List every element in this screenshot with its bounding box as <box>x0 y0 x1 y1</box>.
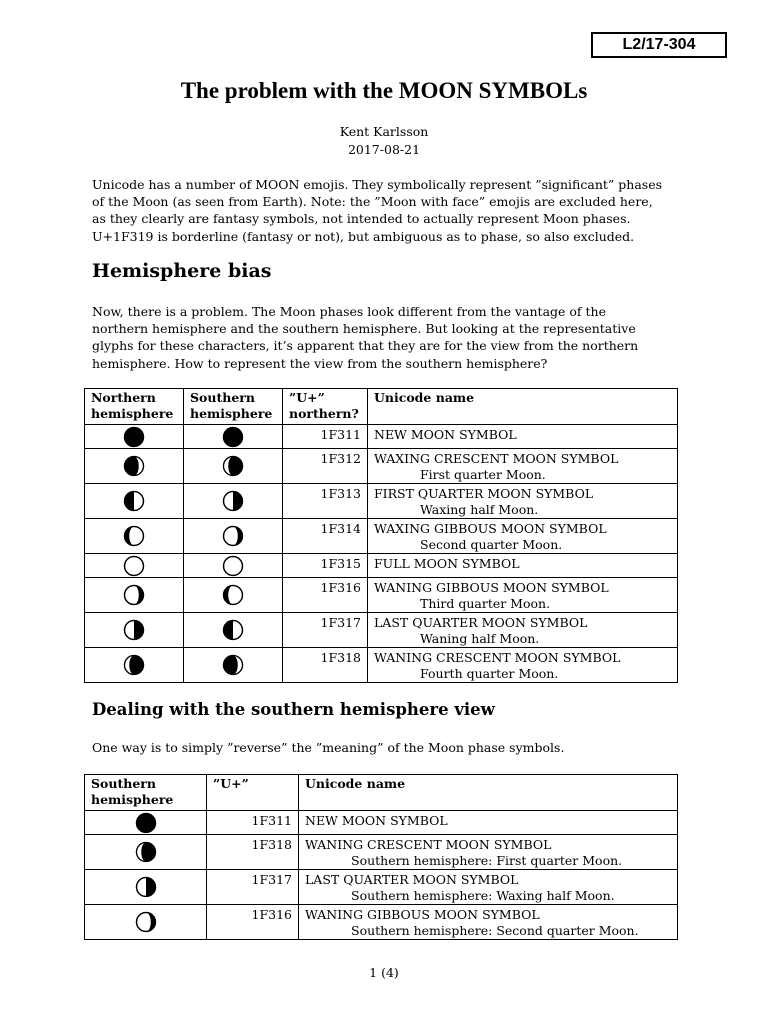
code-point: 1F316 <box>283 578 368 613</box>
northern-glyph-cell <box>85 449 184 484</box>
unicode-name: FIRST QUARTER MOON SYMBOL <box>374 486 594 501</box>
northern-glyph-cell <box>85 648 184 683</box>
southern-glyph-cell <box>184 613 283 648</box>
unicode-name-cell <box>368 578 678 613</box>
southern-glyph-cell <box>184 449 283 484</box>
waning-gibbous-moon-south-icon <box>222 584 244 606</box>
code-point: 1F313 <box>283 484 368 519</box>
header-unicode-name: Unicode name <box>299 775 678 811</box>
header-northern: Northern hemisphere <box>85 389 184 425</box>
code-point: 1F314 <box>283 519 368 554</box>
code-point: 1F316 <box>207 905 299 940</box>
unicode-name-cell <box>299 870 678 905</box>
phase-description: Waning half Moon. <box>420 631 540 646</box>
phase-description: Southern hemisphere: Waxing half Moon. <box>351 888 615 903</box>
table-row <box>85 554 678 578</box>
southern-glyph-cell <box>184 648 283 683</box>
unicode-name-cell <box>368 613 678 648</box>
table-row <box>85 449 678 484</box>
date: 2017-08-21 <box>347 142 421 157</box>
header-southern: Southern hemisphere <box>184 389 283 425</box>
paragraph-line: glyphs for these characters, it’s apparent that they are for the view from the northern <box>92 338 639 354</box>
table-row <box>85 484 678 519</box>
unicode-name-cell <box>299 811 678 835</box>
southern-glyph-cell <box>184 425 283 449</box>
full-moon-icon <box>222 555 244 577</box>
unicode-name: WANING GIBBOUS MOON SYMBOL <box>374 580 609 595</box>
waxing-crescent-moon-south-icon <box>222 455 244 477</box>
first-quarter-moon-icon <box>123 490 145 512</box>
waxing-crescent-moon-icon <box>123 455 145 477</box>
southern-glyph-cell <box>85 811 207 835</box>
waxing-gibbous-moon-icon <box>123 525 145 547</box>
intro-line: U+1F319 is borderline (fantasy or not), but ambiguous as to phase, so also excluded. <box>92 228 635 244</box>
unicode-name: FULL MOON SYMBOL <box>374 556 520 571</box>
phase-description: Waxing half Moon. <box>420 502 539 517</box>
northern-glyph-cell <box>85 425 184 449</box>
southern-view-paragraph <box>92 739 692 756</box>
phase-description: First quarter Moon. <box>420 467 546 482</box>
southern-glyph-cell <box>184 519 283 554</box>
unicode-name: WANING CRESCENT MOON SYMBOL <box>305 837 552 852</box>
intro-paragraph <box>92 176 692 245</box>
code-point: 1F317 <box>207 870 299 905</box>
southern-glyph-cell <box>184 578 283 613</box>
unicode-name: WANING CRESCENT MOON SYMBOL <box>374 650 621 665</box>
waning-gibbous-moon-icon <box>123 584 145 606</box>
southern-table <box>84 774 678 940</box>
code-point: 1F312 <box>283 449 368 484</box>
paragraph-line: One way is to simply ”reverse” the ”meaning” of the Moon phase symbols. <box>92 740 565 755</box>
code-point: 1F311 <box>207 811 299 835</box>
waning-gibbous-moon-icon <box>135 911 157 933</box>
code-point: 1F311 <box>283 425 368 449</box>
table-row <box>85 519 678 554</box>
phase-description: Third quarter Moon. <box>420 596 551 611</box>
section-heading-hemisphere-bias: Hemisphere bias <box>92 260 272 282</box>
unicode-name-cell <box>368 519 678 554</box>
unicode-name: NEW MOON SYMBOL <box>305 813 448 828</box>
northern-glyph-cell <box>85 578 184 613</box>
southern-glyph-cell <box>184 554 283 578</box>
unicode-name-cell <box>299 905 678 940</box>
southern-glyph-cell <box>85 905 207 940</box>
last-quarter-moon-south-icon <box>222 619 244 641</box>
table-row <box>85 835 678 870</box>
header-southern: Southern hemisphere <box>85 775 207 811</box>
paragraph-line: Now, there is a problem. The Moon phases look different from the vantage of the <box>92 304 606 319</box>
page-number: 1 (4) <box>369 965 399 980</box>
waning-crescent-moon-icon <box>135 841 157 863</box>
waning-crescent-moon-icon <box>123 654 145 676</box>
unicode-name-cell <box>368 554 678 578</box>
table-row <box>85 613 678 648</box>
first-quarter-moon-south-icon <box>222 490 244 512</box>
table-row <box>85 648 678 683</box>
full-moon-icon <box>123 555 145 577</box>
waxing-gibbous-moon-south-icon <box>222 525 244 547</box>
waning-crescent-moon-south-icon <box>222 654 244 676</box>
new-moon-icon <box>222 426 244 448</box>
new-moon-icon <box>123 426 145 448</box>
unicode-name-cell <box>368 648 678 683</box>
code-point: 1F318 <box>207 835 299 870</box>
unicode-name: WAXING GIBBOUS MOON SYMBOL <box>374 521 607 536</box>
unicode-name: WAXING CRESCENT MOON SYMBOL <box>374 451 619 466</box>
intro-line: of the Moon (as seen from Earth). Note: the ”Moon with face” emojis are excluded here, <box>92 194 653 210</box>
new-moon-icon <box>135 812 157 834</box>
southern-glyph-cell <box>85 870 207 905</box>
northern-glyph-cell <box>85 484 184 519</box>
page-title: The problem with the MOON SYMBOLs <box>180 78 588 103</box>
hemisphere-table <box>84 388 678 683</box>
last-quarter-moon-icon <box>123 619 145 641</box>
southern-glyph-cell <box>85 835 207 870</box>
code-point: 1F317 <box>283 613 368 648</box>
northern-glyph-cell <box>85 554 184 578</box>
unicode-name-cell <box>368 449 678 484</box>
phase-description: Fourth quarter Moon. <box>420 666 559 681</box>
table-row <box>85 811 678 835</box>
unicode-name: LAST QUARTER MOON SYMBOL <box>374 615 588 630</box>
code-point: 1F318 <box>283 648 368 683</box>
intro-line: as they clearly are fantasy symbols, not intended to actually represent Moon phases. <box>92 211 631 227</box>
section-heading-southern-view: Dealing with the southern hemisphere view <box>92 700 495 719</box>
northern-glyph-cell <box>85 519 184 554</box>
northern-glyph-cell <box>85 613 184 648</box>
unicode-name-cell <box>368 425 678 449</box>
unicode-name-cell <box>299 835 678 870</box>
table-row <box>85 870 678 905</box>
unicode-name: NEW MOON SYMBOL <box>374 427 517 442</box>
paragraph-line: hemisphere. How to represent the view from the southern hemisphere? <box>92 355 548 371</box>
last-quarter-moon-icon <box>135 876 157 898</box>
phase-description: Second quarter Moon. <box>420 537 563 552</box>
code-point: 1F315 <box>283 554 368 578</box>
table-row <box>85 578 678 613</box>
unicode-name-cell <box>368 484 678 519</box>
southern-glyph-cell <box>184 484 283 519</box>
header-unicode-name: Unicode name <box>368 389 678 425</box>
author: Kent Karlsson <box>339 124 429 139</box>
paragraph-line: northern hemisphere and the southern hemisphere. But looking at the representative <box>92 321 636 337</box>
unicode-name: WANING GIBBOUS MOON SYMBOL <box>305 907 540 922</box>
header-code: ”U+” <box>207 775 299 811</box>
unicode-name: LAST QUARTER MOON SYMBOL <box>305 872 519 887</box>
table-row <box>85 425 678 449</box>
header-code: ”U+” northern? <box>283 389 368 425</box>
document-number: L2/17-304 <box>591 32 727 58</box>
phase-description: Southern hemisphere: First quarter Moon. <box>351 853 623 868</box>
table-row <box>85 905 678 940</box>
intro-line: Unicode has a number of MOON emojis. They symbolically represent ”significant” phases <box>92 177 663 192</box>
phase-description: Southern hemisphere: Second quarter Moon. <box>351 923 639 938</box>
hemisphere-bias-paragraph <box>92 303 692 372</box>
